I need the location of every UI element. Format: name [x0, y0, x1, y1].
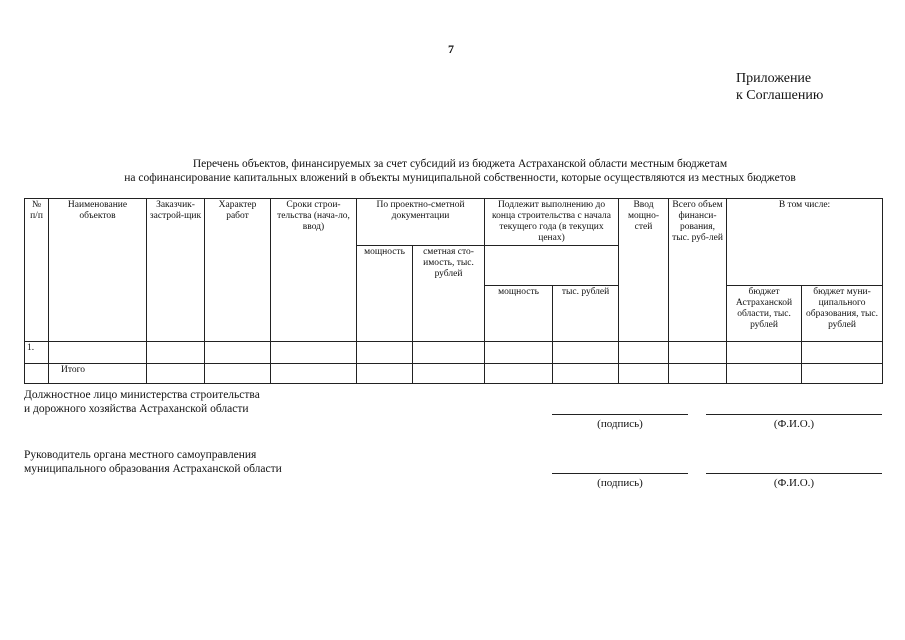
signatory-municipality-line-1: Руководитель органа местного самоуправления: [24, 449, 257, 461]
document-title: [40, 157, 880, 185]
signatory-ministry: [24, 388, 260, 416]
table-cell: [271, 342, 357, 364]
signatory-municipality-line-2: муниципального образования Астраханской области: [24, 463, 282, 475]
table-cell: [727, 364, 802, 384]
header-commissioning: Ввод мощно-стей: [619, 199, 669, 342]
name-caption: (Ф.И.О.): [773, 418, 815, 430]
signatory-municipality: [24, 448, 282, 476]
table-cell: [669, 342, 727, 364]
table-cell: [147, 342, 205, 364]
document-title-line-2: на софинансирование капитальных вложений в объекты муниципальной собственности, которые осуществляются из местных бюджетов: [124, 172, 796, 184]
header-municipal-budget: бюджет муни-ципального образования, тыс. рублей: [802, 286, 883, 342]
document-title-line-1: Перечень объектов, финансируемых за счет субсидий из бюджета Астраханской области местным бюджетам: [192, 158, 728, 170]
header-complete-cost: тыс. рублей: [553, 286, 619, 342]
table-cell: [669, 364, 727, 384]
table-cell: [413, 342, 485, 364]
row-num: 1.: [25, 342, 49, 364]
row-num: [25, 364, 49, 384]
table-cell: [485, 342, 553, 364]
header-regional-budget: бюджет Астраханской области, тыс. рублей: [727, 286, 802, 342]
header-total-financing: Всего объем финанси-рования, тыс. руб-лей: [669, 199, 727, 342]
header-design-docs: По проектно-сметной документации: [357, 199, 485, 246]
signature-line: [552, 473, 688, 474]
signature-caption: (подпись): [597, 477, 643, 489]
table-cell: [357, 342, 413, 364]
header-to-complete: Подлежит выполнению до конца строительства с начала текущего года (в текущих ценах): [485, 199, 619, 246]
table-cell: [205, 342, 271, 364]
name-line: [706, 414, 882, 415]
header-complete-capacity: мощность: [485, 286, 553, 342]
signature-caption: (подпись): [597, 418, 643, 430]
table-cell: [147, 364, 205, 384]
appendix-heading: [736, 70, 823, 104]
name-caption: (Ф.И.О.): [773, 477, 815, 489]
objects-table: [24, 198, 883, 384]
table-cell: [485, 364, 553, 384]
signatory-ministry-line-1: Должностное лицо министерства строительства: [24, 389, 260, 401]
table-cell: [619, 342, 669, 364]
table-cell: [413, 364, 485, 384]
header-including: В том числе:: [727, 199, 883, 286]
row-object-name: [49, 342, 147, 364]
table-cell: [357, 364, 413, 384]
header-object-name: Наименование объектов: [49, 199, 147, 342]
table-cell: [553, 342, 619, 364]
header-num: № п/п: [25, 199, 49, 342]
table-cell: [619, 364, 669, 384]
appendix-line-2: к Соглашению: [736, 88, 824, 103]
table-cell: [553, 364, 619, 384]
row-total-label: Итого: [49, 364, 147, 384]
header-construction-terms: Сроки строи-тельства (нача-ло, ввод): [271, 199, 357, 342]
signature-line: [552, 414, 688, 415]
signatory-ministry-line-2: и дорожного хозяйства Астраханской области: [24, 403, 249, 415]
header-customer: Заказчик-застрой-щик: [147, 199, 205, 342]
table-cell: [802, 364, 883, 384]
table-cell: [205, 364, 271, 384]
header-design-cost: сметная сто-имость, тыс. рублей: [413, 246, 485, 342]
appendix-line-1: Приложение: [736, 71, 812, 86]
page-number: 7: [448, 42, 454, 56]
header-design-capacity: мощность: [357, 246, 413, 342]
table-row-total: [25, 364, 883, 384]
table-row: [25, 342, 883, 364]
header-work-type: Характер работ: [205, 199, 271, 342]
table-cell: [271, 364, 357, 384]
table-cell: [727, 342, 802, 364]
table-cell: [802, 342, 883, 364]
name-line: [706, 473, 882, 474]
